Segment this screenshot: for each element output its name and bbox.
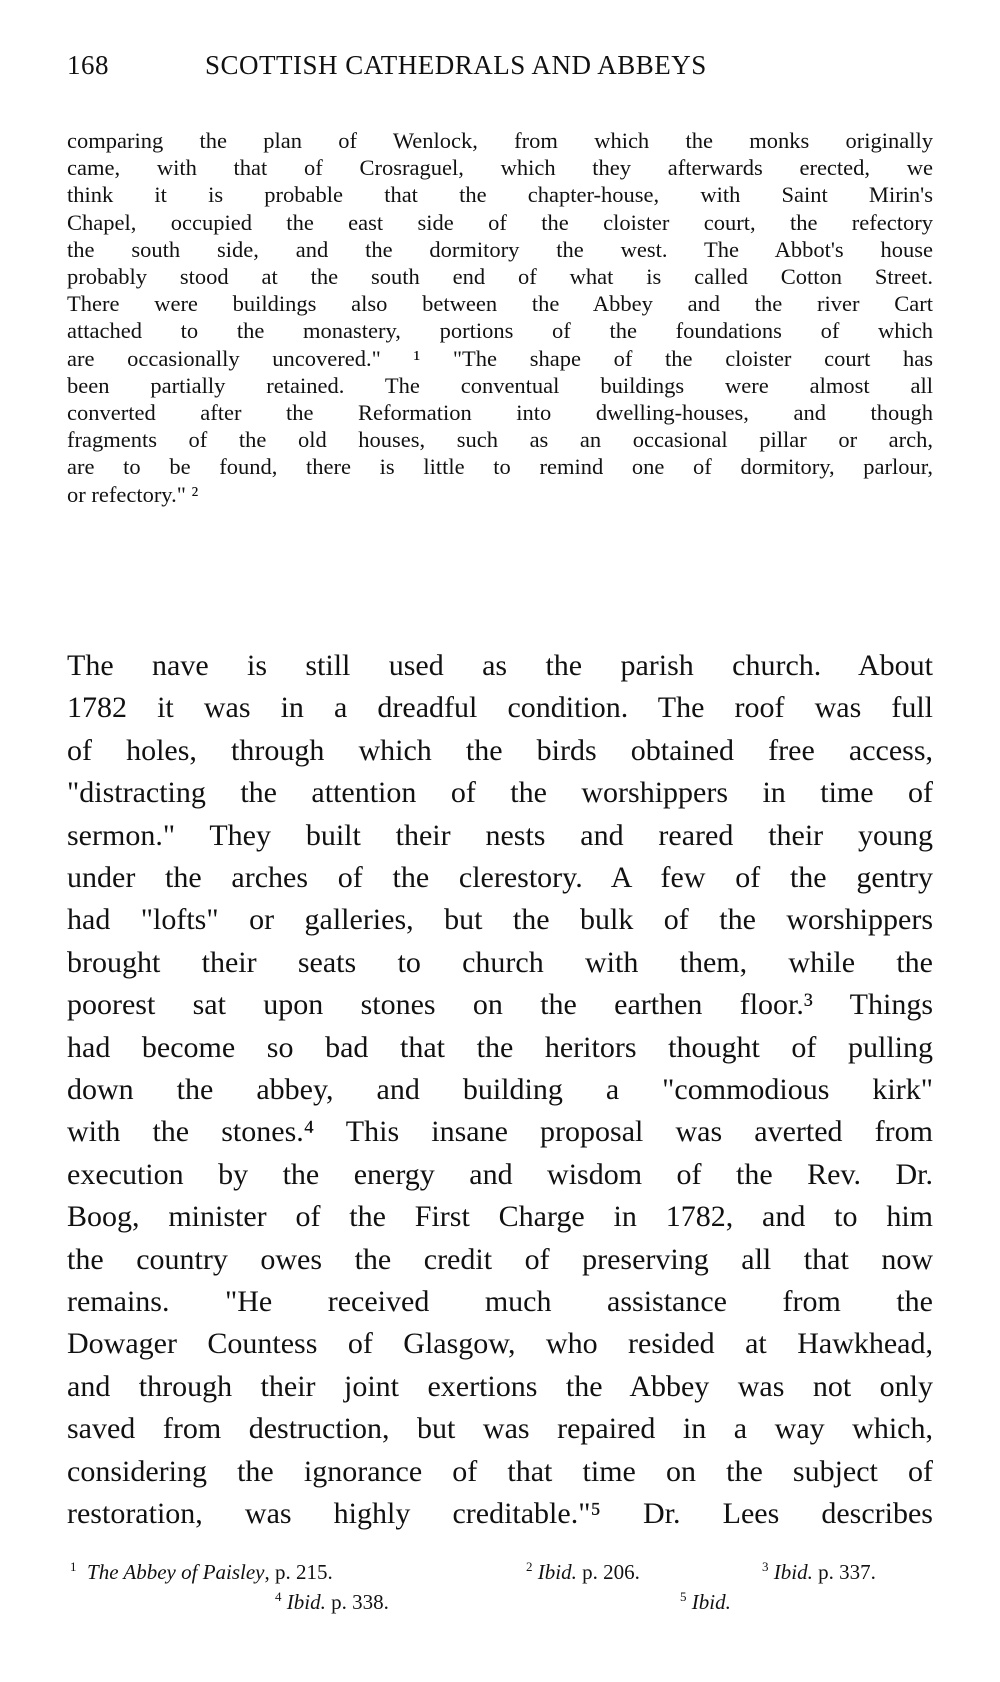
footnote-mark: 1 — [70, 1559, 77, 1574]
text-line: "distracting the attention of the worshippers in time of — [67, 776, 933, 810]
footnote-source: Ibid. — [691, 1590, 731, 1614]
footnote-5 — [680, 1590, 731, 1615]
page-number: 168 — [67, 50, 109, 80]
footnote-ref: p. 337. — [812, 1560, 876, 1584]
text-line: came, with that of Crosraguel, which they afterwards erected, we — [67, 155, 933, 181]
footnote-1 — [70, 1560, 333, 1585]
footnote-4 — [275, 1590, 389, 1615]
text-line: the south side, and the dormitory the west. The Abbot's house — [67, 236, 933, 262]
text-line: are occasionally uncovered." ¹ "The shape of the cloister court has — [67, 345, 933, 371]
text-line: with the stones.⁴ This insane proposal was averted from — [67, 1115, 933, 1149]
text-line: restoration, was highly creditable."⁵ Dr. Lees describes — [67, 1497, 933, 1530]
text-line: of holes, through which the birds obtained free access, — [67, 733, 933, 767]
footnote-2 — [526, 1560, 640, 1585]
text-line: Boog, minister of the First Charge in 1782, and to him — [67, 1200, 933, 1234]
text-line: had become so bad that the heritors thought of pulling — [67, 1030, 933, 1064]
footnote-source: Ibid. — [773, 1560, 813, 1584]
text-line: and through their joint exertions the Abbey was not only — [67, 1369, 933, 1403]
footnote-mark: 3 — [762, 1559, 769, 1574]
footnote-3 — [762, 1560, 876, 1585]
text-line: down the abbey, and building a "commodious kirk" — [67, 1073, 933, 1106]
text-line: There were buildings also between the Abbey and the river Cart — [67, 291, 933, 317]
text-line: been partially retained. The conventual buildings were almost all — [67, 372, 933, 398]
text-line: attached to the monastery, portions of the foundations of which — [67, 318, 933, 344]
text-line: saved from destruction, but was repaired in a way which, — [67, 1412, 933, 1446]
footnote-source: Ibid. — [537, 1560, 577, 1584]
text-line: remains. "He received much assistance from the — [67, 1285, 933, 1318]
text-line: comparing the plan of Wenlock, from which the monks originally — [67, 128, 933, 153]
text-line: think it is probable that the chapter-house, with Saint Mirin's — [67, 182, 933, 208]
text-line: or refectory." ² — [67, 481, 199, 507]
text-line: poorest sat upon stones on the earthen floor.³ Things — [67, 988, 933, 1022]
text-line: Chapel, occupied the east side of the cloister court, the refectory — [67, 209, 933, 235]
footnote-ref: p. 338. — [325, 1590, 389, 1614]
footnote-source: Ibid. — [286, 1590, 326, 1614]
text-line: Dowager Countess of Glasgow, who resided at Hawkhead, — [67, 1327, 933, 1361]
text-line: fragments of the old houses, such as an occasional pillar or arch, — [67, 427, 933, 453]
footnote-ref: , p. 215. — [264, 1560, 333, 1584]
footnote-mark: 5 — [680, 1589, 687, 1604]
text-line: sermon." They built their nests and reared their young — [67, 818, 933, 852]
text-line: probably stood at the south end of what is called Cotton Street. — [67, 264, 933, 289]
text-line: under the arches of the clerestory. A few of the gentry — [67, 861, 933, 894]
running-title: SCOTTISH CATHEDRALS AND ABBEYS — [205, 50, 707, 80]
text-line: converted after the Reformation into dwelling-houses, and though — [67, 400, 933, 425]
text-line: are to be found, there is little to remind one of dormitory, parlour, — [67, 454, 933, 480]
footnote-mark: 4 — [275, 1589, 282, 1604]
running-header — [67, 50, 933, 90]
text-line: The nave is still used as the parish church. About — [67, 649, 933, 682]
footnote-mark: 2 — [526, 1559, 533, 1574]
text-line: brought their seats to church with them, while the — [67, 945, 933, 979]
text-line: had "lofts" or galleries, but the bulk of the worshippers — [67, 903, 933, 937]
footnote-ref: p. 206. — [576, 1560, 640, 1584]
text-line: considering the ignorance of that time on the subject of — [67, 1454, 933, 1488]
footnote-source: The Abbey of Paisley — [87, 1560, 265, 1584]
text-line: the country owes the credit of preserving all that now — [67, 1242, 933, 1276]
text-line: execution by the energy and wisdom of the Rev. Dr. — [67, 1157, 933, 1191]
text-line: 1782 it was in a dreadful condition. The roof was full — [67, 691, 933, 725]
